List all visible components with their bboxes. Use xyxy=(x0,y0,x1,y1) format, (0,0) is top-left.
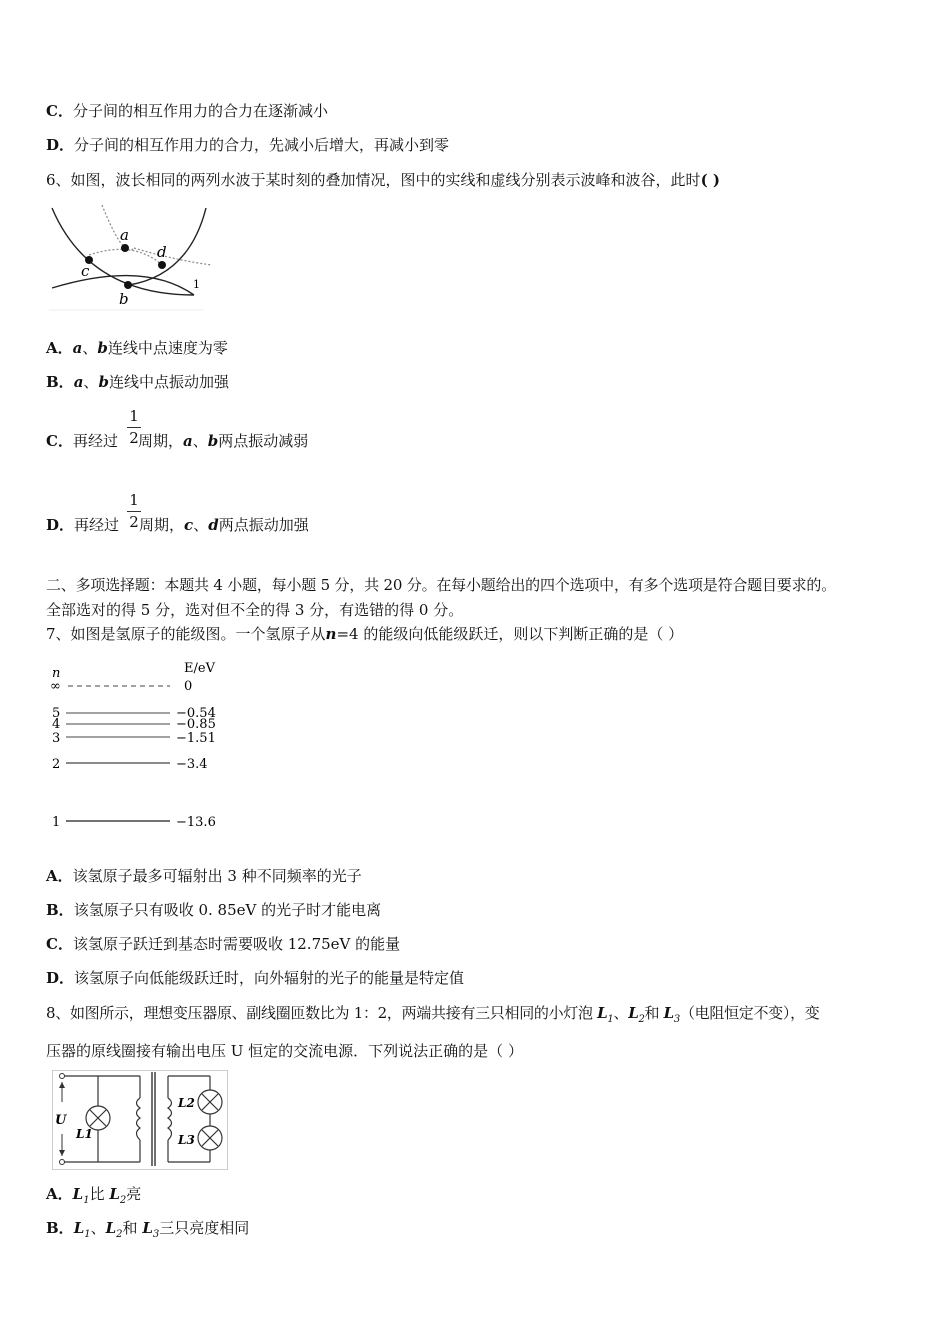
var-c: c xyxy=(184,516,194,534)
q8-option-a xyxy=(46,1184,141,1211)
section-2-heading-cont xyxy=(46,600,463,620)
figure-label-c: c xyxy=(81,262,90,280)
var-a: a xyxy=(73,373,84,391)
figure-label-d: d xyxy=(157,243,167,261)
q7-energy-level-diagram xyxy=(44,655,234,835)
label-L3: L3 xyxy=(178,1133,195,1147)
level-e-5: −0.54 xyxy=(176,706,216,721)
option-letter: D． xyxy=(46,969,75,987)
option-text: 该氢原子向低能级跃迁时，向外辐射的光子的能量是特定值 xyxy=(74,969,465,987)
level-n-1: 1 xyxy=(52,815,61,830)
var-L: L xyxy=(597,1004,608,1022)
q8-transformer-circuit xyxy=(52,1070,228,1170)
var-L: L xyxy=(72,1185,84,1203)
option-text-pre: 再经过 xyxy=(74,516,120,534)
q7-option-a xyxy=(46,866,362,886)
q6-stem-bracket: ( ) xyxy=(700,171,720,189)
var-b: b xyxy=(97,339,108,357)
subscript: 1 xyxy=(83,1195,90,1206)
subscript: 1 xyxy=(607,1014,614,1025)
q6-wave-figure xyxy=(44,200,214,315)
section-2-line2: 全部选对的得 5 分，选对但不全的得 3 分，有选错的得 0 分。 xyxy=(46,601,464,619)
q7-option-d xyxy=(46,968,464,988)
conjunction: 和 xyxy=(644,1004,664,1022)
option-text: 比 xyxy=(89,1185,110,1203)
separator: 、 xyxy=(83,373,99,391)
option-text-post: 周期， xyxy=(139,516,185,534)
option-text: 分子间的相互作用力的合力在逐渐减小 xyxy=(72,102,328,120)
level-n-5: 5 xyxy=(52,706,61,721)
separator: 、 xyxy=(192,432,208,450)
q6-stem xyxy=(46,170,720,190)
option-text-post: 周期， xyxy=(137,432,183,450)
separator: 、 xyxy=(90,1219,106,1237)
q7-stem xyxy=(46,624,683,644)
level-n-3: 3 xyxy=(52,731,61,746)
var-n: n xyxy=(325,625,337,643)
var-L: L xyxy=(628,1004,639,1022)
fraction-denominator: 2 xyxy=(129,429,139,447)
fraction-numerator: 1 xyxy=(127,489,141,512)
level-n-2: 2 xyxy=(52,757,61,772)
option-letter: A． xyxy=(46,339,73,357)
option-letter: D． xyxy=(46,516,75,534)
figure-label-a: a xyxy=(120,226,129,244)
q6-stem-text: 6、如图，波长相同的两列水波于某时刻的叠加情况，图中的实线和虚线分别表示波峰和波谷，此时 xyxy=(46,171,701,189)
q8-stem-text: 压器的原线圈接有输出电压 U 恒定的交流电源．下列说法正确的是（ ） xyxy=(46,1042,523,1060)
level-e-0: 0 xyxy=(184,679,193,694)
separator: 、 xyxy=(193,516,209,534)
fraction-denominator: 2 xyxy=(129,513,139,531)
n-axis-label: n xyxy=(52,666,61,681)
label-U: U xyxy=(55,1113,67,1128)
label-L2: L2 xyxy=(178,1096,195,1110)
var-b: b xyxy=(207,432,219,450)
energy-axis-label: E/eV xyxy=(184,661,215,676)
option-letter: C． xyxy=(46,935,73,953)
option-text: 连线中点速度为零 xyxy=(107,339,228,357)
level-e-1: −13.6 xyxy=(176,815,216,830)
option-text: 该氢原子跃迁到基态时需要吸收 12.75eV 的能量 xyxy=(72,935,401,953)
fraction-half xyxy=(127,405,141,448)
section-2-line1: 二、多项选择题：本题共 4 小题，每小题 5 分，共 20 分。在每小题给出的四个选项中，有多个选项是符合题目要求的。 xyxy=(46,576,836,594)
option-letter: A． xyxy=(46,1185,73,1203)
option-letter: C． xyxy=(46,102,73,120)
q8-stem-line1 xyxy=(46,1003,820,1030)
level-e-3: −1.51 xyxy=(176,731,216,746)
option-letter: C． xyxy=(46,432,73,450)
option-text: 该氢原子最多可辐射出 3 种不同频率的光子 xyxy=(72,867,362,885)
var-L: L xyxy=(105,1219,117,1237)
level-e-2: −3.4 xyxy=(176,757,208,772)
var-L: L xyxy=(142,1219,153,1237)
label-L1: L1 xyxy=(76,1127,93,1141)
section-2-heading xyxy=(46,575,836,595)
option-letter: B． xyxy=(46,373,74,391)
option-text: 分子间的相互作用力的合力，先减小后增大，再减小到零 xyxy=(74,136,450,154)
subscript: 2 xyxy=(638,1014,645,1025)
q6-option-a xyxy=(46,338,228,358)
subscript: 3 xyxy=(152,1229,160,1240)
q7-option-b xyxy=(46,900,381,920)
option-text: 连线中点振动加强 xyxy=(108,373,229,391)
option-letter: D． xyxy=(46,136,75,154)
option-text-end: 亮 xyxy=(126,1185,142,1203)
option-text: 两点振动加强 xyxy=(218,516,309,534)
q8-stem-text-end: （电阻恒定不变），变 xyxy=(679,1004,820,1022)
conjunction: 和 xyxy=(122,1219,143,1237)
var-a: a xyxy=(182,432,193,450)
var-b: b xyxy=(98,373,109,391)
q5-option-d xyxy=(46,135,449,155)
option-letter: B． xyxy=(46,901,74,919)
fraction-numerator: 1 xyxy=(127,405,141,428)
figure-label-1: 1 xyxy=(193,278,200,291)
separator: 、 xyxy=(82,339,98,357)
q7-stem-text-end: =4 的能级向低能级跃迁，则以下判断正确的是（ ） xyxy=(336,625,684,643)
var-a: a xyxy=(72,339,83,357)
q6-option-c xyxy=(46,431,308,451)
q7-option-c xyxy=(46,934,400,954)
subscript: 1 xyxy=(84,1229,91,1240)
subscript: 2 xyxy=(119,1195,127,1206)
fraction-half xyxy=(127,489,141,532)
var-L: L xyxy=(73,1219,85,1237)
q8-stem-line2 xyxy=(46,1041,523,1061)
option-letter: B． xyxy=(46,1219,74,1237)
q7-stem-text: 7、如图是氢原子的能级图。一个氢原子从 xyxy=(46,625,326,643)
figure-label-b: b xyxy=(119,290,129,308)
level-n-4: 4 xyxy=(52,717,61,732)
option-letter: A． xyxy=(46,867,73,885)
var-L: L xyxy=(109,1185,120,1203)
q6-option-b xyxy=(46,372,229,392)
level-e-4: −0.85 xyxy=(176,717,216,732)
option-text-end: 三只亮度相同 xyxy=(159,1219,250,1237)
var-d: d xyxy=(208,516,219,534)
q6-option-d xyxy=(46,515,309,535)
q5-option-c xyxy=(46,101,328,121)
option-text: 该氢原子只有吸收 0. 85eV 的光子时才能电离 xyxy=(73,901,382,919)
option-text: 两点振动减弱 xyxy=(218,432,309,450)
option-text-pre: 再经过 xyxy=(72,432,118,450)
separator: 、 xyxy=(613,1004,629,1022)
subscript: 3 xyxy=(673,1014,680,1025)
subscript: 2 xyxy=(116,1229,123,1240)
level-n-inf: ∞ xyxy=(50,679,61,694)
q8-stem-text: 8、如图所示，理想变压器原、副线圈匝数比为 1：2，两端共接有三只相同的小灯泡 xyxy=(46,1004,598,1022)
var-L: L xyxy=(663,1004,674,1022)
q8-option-b xyxy=(46,1218,249,1245)
